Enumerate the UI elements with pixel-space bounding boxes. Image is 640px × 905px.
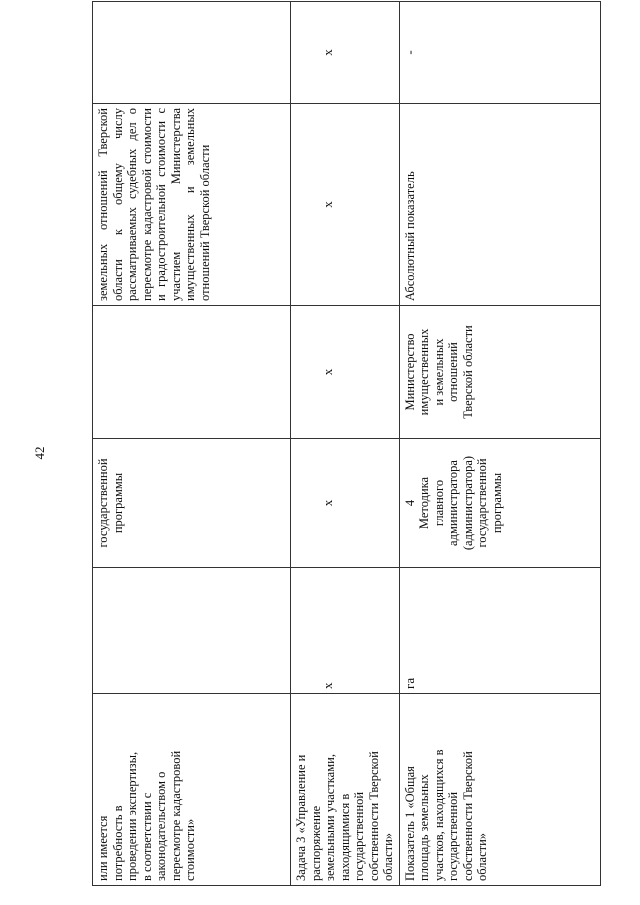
- description-cell: Абсолютный показатель: [399, 104, 600, 306]
- table-row: [93, 2, 291, 886]
- cross-mark: х: [320, 682, 335, 689]
- cross-mark: х: [320, 49, 335, 56]
- extra-cell: [399, 2, 600, 104]
- extra-cell: [93, 2, 291, 104]
- method-cell: государственной программы: [93, 439, 291, 568]
- source-cell: [93, 306, 291, 439]
- dash-mark: -: [401, 50, 417, 55]
- description-cell: [291, 104, 400, 306]
- table-row: [291, 2, 400, 886]
- cross-mark: х: [320, 201, 335, 208]
- unit-cell: [399, 568, 600, 694]
- cross-mark: х: [320, 499, 335, 507]
- indicator-name-cell: Показатель 1 «Общая площадь земельных участков, находящихся в государственной собственности Тверской области»: [399, 694, 600, 886]
- unit-value: га: [401, 677, 417, 689]
- page-number: 42: [32, 446, 47, 460]
- indicator-name-cell: или имеется потребность в проведении экспертизы, в соответствии с законодательством о пересмотре кадастровой стоимости»: [93, 694, 291, 886]
- indicator-table: [92, 1, 601, 886]
- task-name-cell: Задача 3 «Управление и распоряжение земельными участками, находящимися в государственной собственности Тверской области»: [291, 694, 400, 886]
- unit-cell: [291, 568, 400, 694]
- description-cell: земельных отношений Тверской области к общему числу рассматриваемых судебных дел о пересмотре кадастровой стоимости и градостроительной стоимости с участием Министерства имущественных и земельных отношений Тверской области: [93, 104, 291, 306]
- source-cell: [291, 306, 400, 439]
- unit-cell: [93, 568, 291, 694]
- method-cell: [291, 439, 400, 568]
- cross-mark: х: [320, 368, 335, 376]
- table-row: [399, 2, 600, 886]
- rotated-table-container: [92, 49, 595, 886]
- extra-cell: [291, 2, 400, 104]
- source-cell: Министерство имущественных и земельных отношений Тверской области: [399, 306, 600, 439]
- method-cell: 4 Методика главного администратора (администратора) государственной программы: [399, 439, 600, 568]
